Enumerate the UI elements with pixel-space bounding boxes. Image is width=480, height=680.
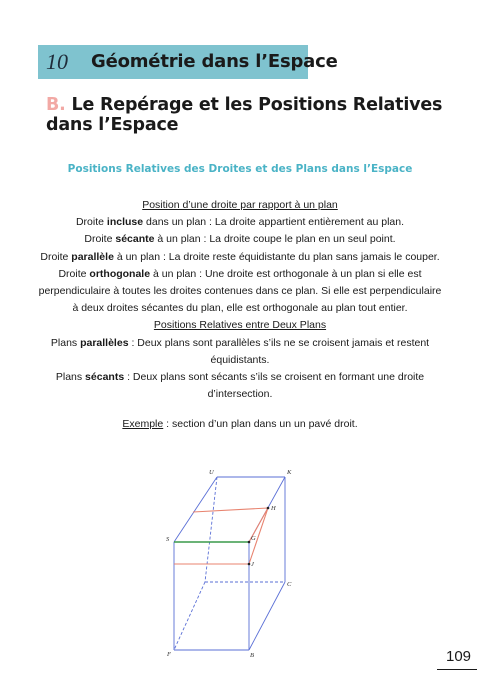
page-number: 109: [446, 648, 472, 665]
subsection-title: Positions Relatives des Droites et des Plans dans l’Espace: [67, 163, 413, 175]
example-text: : section d’un plan dans un un pavé droit.: [163, 418, 358, 430]
section-letter: B.: [46, 95, 66, 115]
chapter-title: Géométrie dans l’Espace: [91, 51, 338, 72]
example-line: [0, 418, 480, 430]
def-secante: Droite sécante à un plan : La droite coupe le plan en un seul point.: [84, 233, 396, 246]
cuboid-figure: [160, 462, 310, 662]
label-F: F: [167, 651, 171, 658]
label-U: U: [209, 469, 214, 476]
def-orthogonale: Droite orthogonale à un plan : Une droite est orthogonale à un plan si elle est perpendiculaire à toutes les droites contenues dans ce plan. Si elle est perpendiculaire à deux droites sécantes du plan, elle est orthogonale au plan tout entier.: [38, 267, 442, 315]
section-title-line2: dans l’Espace: [46, 115, 179, 135]
label-B: B: [250, 652, 254, 659]
label-G: G: [251, 535, 256, 542]
section-title: [46, 95, 466, 135]
label-S: S: [166, 536, 170, 543]
two-planes-heading: Positions Relatives entre Deux Plans: [153, 319, 327, 332]
label-J: J: [251, 561, 254, 568]
section-title-line1: Le Repérage et les Positions Relatives: [71, 95, 443, 115]
label-H: H: [271, 505, 276, 512]
page-number-rule: [437, 669, 477, 670]
line-plane-heading: Position d’une droite par rapport à un plan: [142, 199, 338, 211]
def-incluse: Droite incluse dans un plan : La droite appartient entièrement au plan.: [75, 216, 405, 229]
example-label: Exemple: [122, 418, 164, 430]
def-parallele: Droite parallèle à un plan : La droite reste équidistante du plan sans jamais le couper.: [40, 250, 440, 263]
label-C: C: [287, 581, 292, 588]
chapter-number: 10: [46, 49, 68, 74]
def-plans-paralleles: Plans parallèles : Deux plans sont parallèles s’ils ne se croisent jamais et restent équidistants.: [50, 336, 430, 366]
label-K: K: [287, 469, 292, 476]
body-text: [6, 197, 474, 403]
def-plans-secants: Plans sécants : Deux plans sont sécants s’ils se croisent en formant une droite d’intersection.: [55, 371, 425, 401]
